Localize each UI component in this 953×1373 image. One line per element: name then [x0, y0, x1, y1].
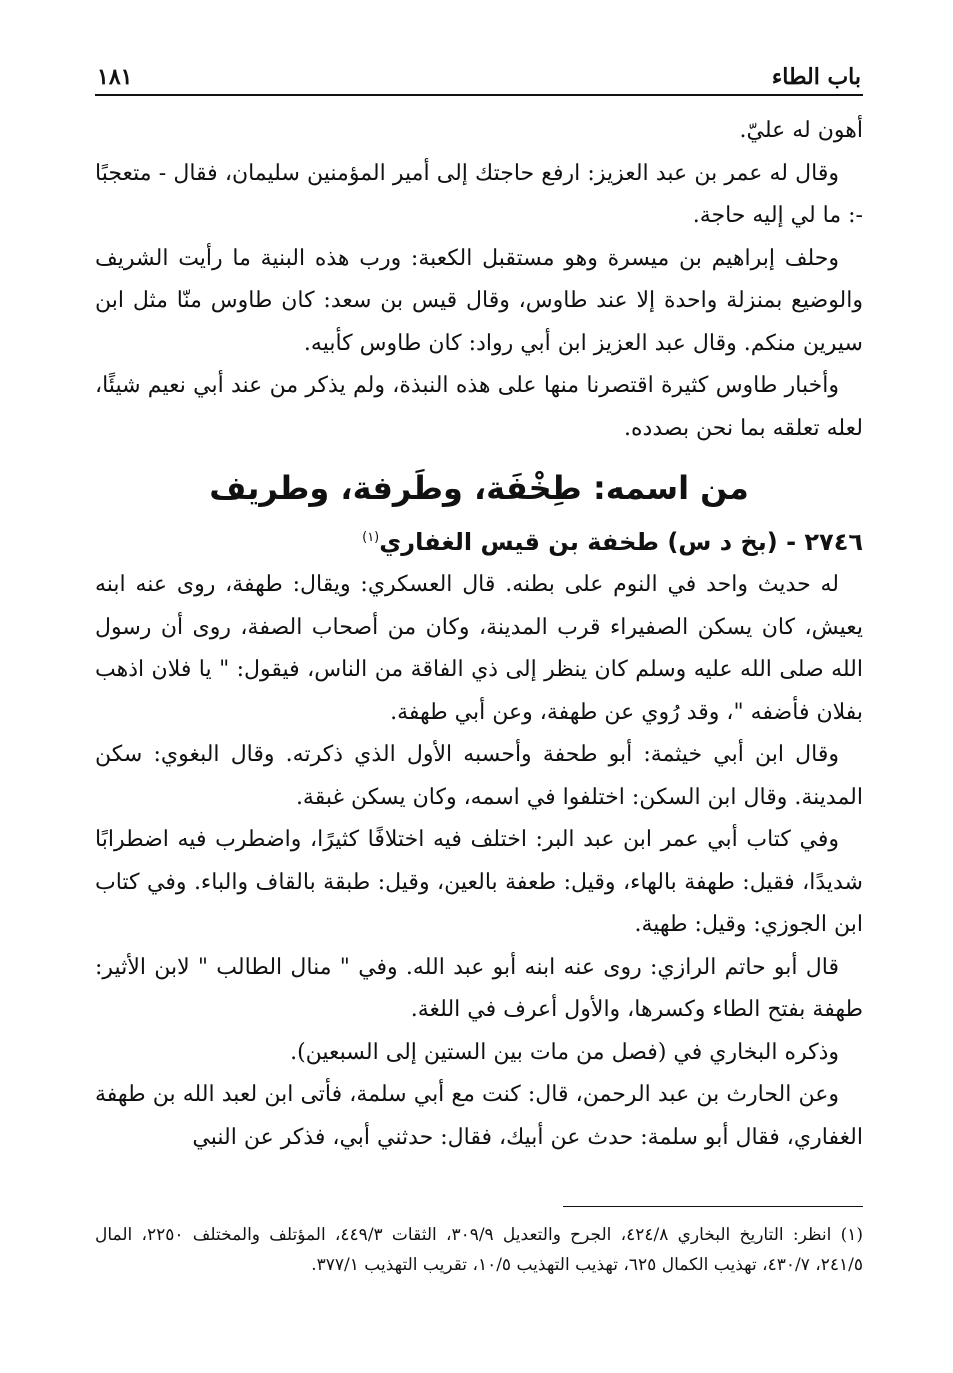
entry-title: ٢٧٤٦ - (بخ د س) طخفة بن قيس الغفاري: [379, 528, 863, 556]
book-page: [95, 58, 863, 1275]
paragraph: أهون له عليّ.: [739, 118, 863, 143]
paragraph: وعن الحارث بن عبد الرحمن، قال: كنت مع أبي سلمة، فأتى ابن لعبد الله بن طهفة الغفاري، فقال أبو سلمة: حدث عن أبيك، فقال: حدثني أبي، فذكر عن النبي: [95, 1082, 863, 1150]
running-title: باب الطاء: [771, 64, 861, 90]
page-header: [95, 58, 863, 96]
paragraph: له حديث واحد في النوم على بطنه. قال العسكري: ويقال: طهفة، روى عنه ابنه يعيش، كان يسكن الصفيراء قرب المدينة، وكان من أصحاب الصفة، روى أن رسول الله صلى الله عليه وسلم كان ينظر إلى ذي الفاقة من الناس، فيقول: " يا فلان اذهب بفلان فأضفه "، وقد رُوي عن طهفة، وعن أبي طهفة.: [95, 572, 863, 725]
paragraph: قال أبو حاتم الرازي: روى عنه ابنه أبو عبد الله. وفي " منال الطالب " لابن الأثير: طهفة بفتح الطاء وكسرها، والأول أعرف في اللغة.: [95, 954, 863, 1022]
page-number: ١٨١: [97, 64, 133, 90]
footnote-reference[interactable]: (١): [362, 530, 380, 545]
section-heading: من اسمه: طِخْفَة، وطَرفة، وطريف: [209, 469, 749, 507]
paragraph: وأخبار طاوس كثيرة اقتصرنا منها على هذه النبذة، ولم يذكر من عند أبي نعيم شيئًا، لعله تعلقه بما نحن بصدده.: [95, 373, 863, 441]
paragraph: وقال له عمر بن عبد العزيز: ارفع حاجتك إلى أمير المؤمنين سليمان، فقال - متعجبًا -: ما لي إليه حاجة.: [95, 160, 863, 228]
main-text: [95, 110, 863, 1159]
paragraph: وقال ابن أبي خيثمة: أبو طحفة وأحسبه الأول الذي ذكرته. وقال البغوي: سكن المدينة. وقال ابن السكن: اختلفوا في اسمه، وكان يسكن غبقة.: [95, 742, 863, 810]
paragraph: وحلف إبراهيم بن ميسرة وهو مستقبل الكعبة: ورب هذه البنية ما رأيت الشريف والوضيع بمنزلة واحدة إلا عند طاوس، وقال قيس بن سعد: كان طاوس منّا مثل ابن سيرين منكم. وقال عبد العزيز ابن أبي رواد: كان طاوس كأبيه.: [95, 245, 863, 356]
paragraph: وفي كتاب أبي عمر ابن عبد البر: اختلف فيه اختلافًا كثيرًا، واضطرب فيه اضطرابًا شديدًا، فقيل: طهفة بالهاء، وقيل: طعفة بالعين، وقيل: طبقة بالقاف والباء. وفي كتاب ابن الجوزي: وقيل: طهية.: [95, 827, 863, 937]
footnote: (١) انظر: التاريخ البخاري ٤٢٤/٨، الجرح والتعديل ٣٠٩/٩، الثقات ٤٤٩/٣، المؤتلف والمختلف ٢٢٥٠، المال ٢٤١/٥، ٤٣٠/٧، تهذيب الكمال ٦٢٥، تهذيب التهذيب ١٠/٥، تقريب التهذيب ٣٧٧/١.: [95, 1225, 863, 1275]
entry-heading: [95, 516, 863, 564]
paragraph: وذكره البخاري في (فصل من مات بين الستين إلى السبعين).: [290, 1039, 839, 1065]
footnote-separator: [563, 1206, 863, 1207]
